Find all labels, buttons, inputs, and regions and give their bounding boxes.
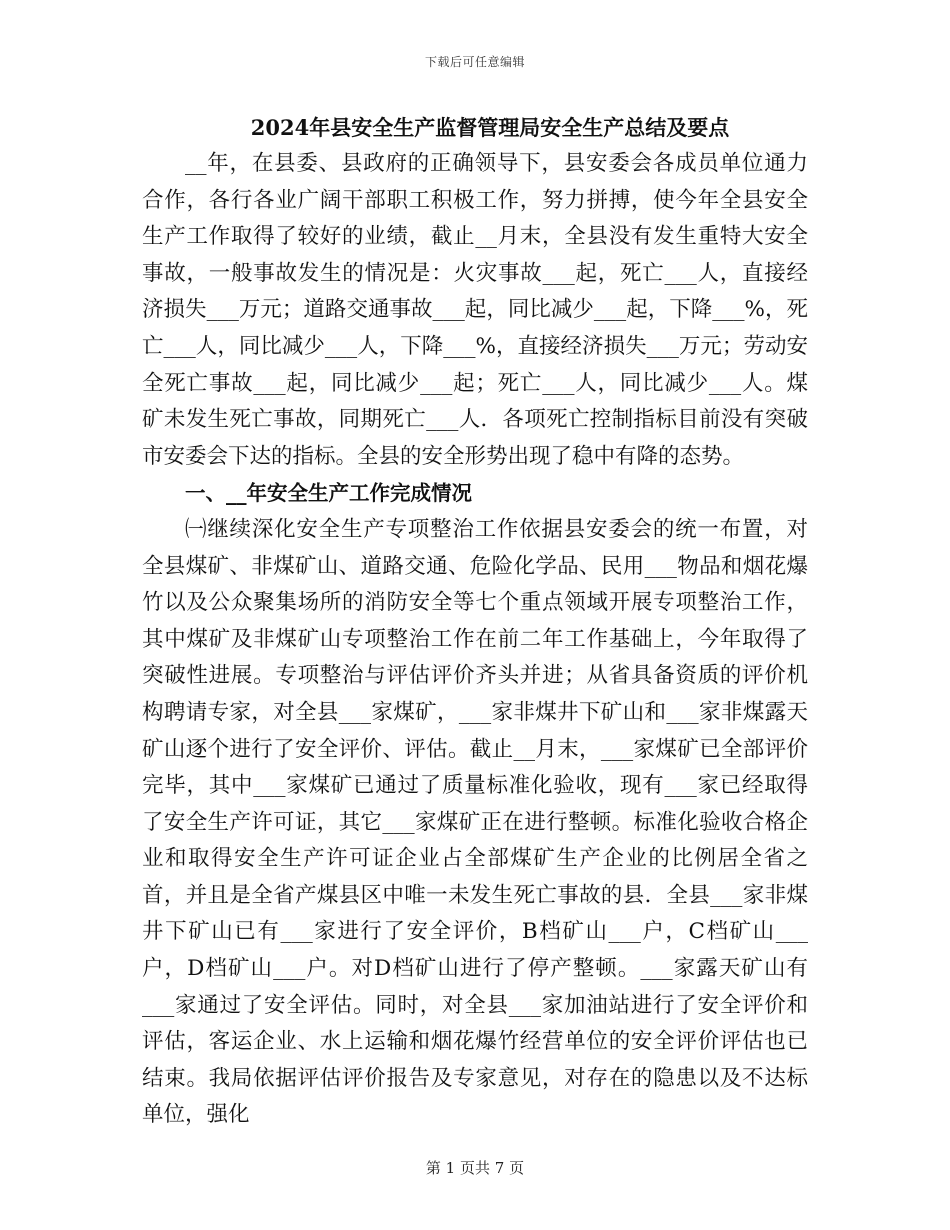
document-body <box>142 146 808 1134</box>
document-title: 2024年县安全生产监督管理局安全生产总结及要点 <box>250 115 730 140</box>
page-number: 第 1 页共 7 页 <box>425 1159 525 1177</box>
section-paragraph: ㈠继续深化安全生产专项整治工作依据县安委会的统一布置，对全县煤矿、非煤矿山、道路交通、危险化学品、民用___物品和烟花爆竹以及公众聚集场所的消防安全等七个重点领域开展专项整治工作，其中煤矿及非煤矿山专项整治工作在前二年工作基础上，今年取得了突破性进展。专项整治与评估评价齐头并进；从省具备资质的评价机构聘请专家，对全县___家煤矿，___家非煤井下矿山和___家非煤露天矿山逐个进行了安全评价、评估。截止__月末，___家煤矿已全部评价完毕，其中___家煤矿已通过了质量标准化验收，现有___家已经取得了安全生产许可证，其它___家煤矿正在进行整顿。标准化验收合格企业和取得安全生产许可证企业占全部煤矿生产企业的比例居全省之首，并且是全省产煤县区中唯一未发生死亡事故的县．全县___家非煤井下矿山已有___家进行了安全评价，B档矿山___户，C档矿山___户，D档矿山___户。对D档矿山进行了停产整顿。___家露天矿山有___家通过了安全评估。同时，对全县___家加油站进行了安全评价和评估，客运企业、水上运输和烟花爆竹经营单位的安全评价评估也已结束。我局依据评估评价报告及专家意见，对存在的隐患以及不达标单位，强化 <box>142 516 808 1128</box>
section-heading: 一、__年安全生产工作完成情况 <box>185 481 472 506</box>
intro-paragraph: __年，在县委、县政府的正确领导下，县安委会各成员单位通力合作，各行各业广阔干部职工积极工作，努力拼搏，使今年全县安全生产工作取得了较好的业绩，截止__月末，全县没有发生重特大安全事故，一般事故发生的情况是：火灾事故___起，死亡___人，直接经济损失___万元；道路交通事故___起，同比减少___起，下降___%，死亡___人，同比减少___人，下降___%，直接经济损失___万元；劳动安全死亡事故___起，同比减少___起；死亡___人，同比减少___人。煤矿未发生死亡事故，同期死亡___人．各项死亡控制指标目前没有突破市安委会下达的指标。全县的安全形势出现了稳中有降的态势。 <box>142 151 808 469</box>
header-note: 下载后可任意编辑 <box>424 55 525 69</box>
